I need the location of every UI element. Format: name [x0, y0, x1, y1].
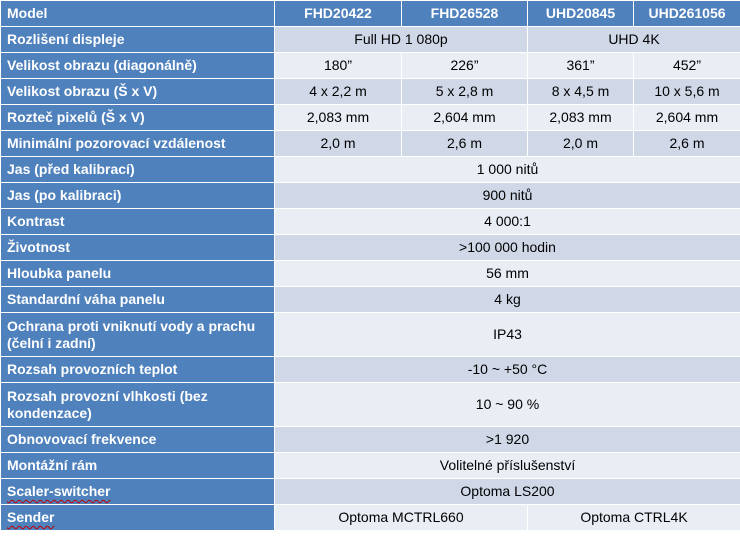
spec-label: Rozteč pixelů (Š x V): [1, 105, 275, 131]
spec-value: 361”: [528, 53, 634, 79]
spec-label: Rozsah provozních teplot: [1, 357, 275, 383]
spec-label: Jas (před kalibrací): [1, 157, 275, 183]
model-header: UHD261056: [634, 1, 740, 27]
spec-label: Kontrast: [1, 209, 275, 235]
spec-row-frame: [1, 453, 740, 479]
spec-value: 900 nitů: [275, 183, 740, 209]
spec-label: Ochrana proti vniknutí vody a prachu (čelní i zadní): [1, 313, 275, 357]
spec-label: Velikost obrazu (diagonálně): [1, 53, 275, 79]
spec-label: Rozlišení displeje: [1, 27, 275, 53]
header-row: [1, 1, 740, 27]
spec-value: 226”: [402, 53, 528, 79]
spec-label: Rozsah provozní vlhkosti (bez kondenzace): [1, 383, 275, 427]
spec-value: >100 000 hodin: [275, 235, 740, 261]
spec-label: [1, 505, 275, 531]
spec-row-humidity: [1, 383, 740, 427]
spec-row-refresh: [1, 427, 740, 453]
spec-row-lifetime: [1, 235, 740, 261]
spec-value: >1 920: [275, 427, 740, 453]
spec-value: 56 mm: [275, 261, 740, 287]
spec-value: 452”: [634, 53, 740, 79]
spec-value: 2,083 mm: [275, 105, 402, 131]
spec-value: 4 x 2,2 m: [275, 79, 402, 105]
spec-row-ingress: [1, 313, 740, 357]
spec-label: [1, 479, 275, 505]
spec-value: 2,6 m: [402, 131, 528, 157]
spec-value: 4 000:1: [275, 209, 740, 235]
spec-value: 2,0 m: [275, 131, 402, 157]
spec-row-weight: [1, 287, 740, 313]
spec-label: Životnost: [1, 235, 275, 261]
spec-label: Obnovovací frekvence: [1, 427, 275, 453]
spec-row-resolution: [1, 27, 740, 53]
spec-value: Full HD 1 080p: [275, 27, 528, 53]
spec-value: 8 x 4,5 m: [528, 79, 634, 105]
spec-row-distance: [1, 131, 740, 157]
spec-value: 2,604 mm: [402, 105, 528, 131]
spec-row-contrast: [1, 209, 740, 235]
spec-value: 1 000 nitů: [275, 157, 740, 183]
spec-value: 10 ~ 90 %: [275, 383, 740, 427]
spec-row-depth: [1, 261, 740, 287]
spec-value: 180”: [275, 53, 402, 79]
spec-row-scaler: [1, 479, 740, 505]
spec-value: 2,0 m: [528, 131, 634, 157]
spec-value: UHD 4K: [528, 27, 740, 53]
model-header: UHD20845: [528, 1, 634, 27]
spec-row-brightness-post: [1, 183, 740, 209]
spec-label: Jas (po kalibraci): [1, 183, 275, 209]
spec-row-pitch: [1, 105, 740, 131]
model-header-label: Model: [1, 1, 275, 27]
spec-value: Volitelné příslušenství: [275, 453, 740, 479]
spec-value: 10 x 5,6 m: [634, 79, 740, 105]
spec-label: Standardní váha panelu: [1, 287, 275, 313]
spec-value: IP43: [275, 313, 740, 357]
spec-row-diagonal: [1, 53, 740, 79]
spec-label: Velikost obrazu (Š x V): [1, 79, 275, 105]
spec-value: 2,083 mm: [528, 105, 634, 131]
spec-value: 5 x 2,8 m: [402, 79, 528, 105]
spec-row-brightness-pre: [1, 157, 740, 183]
spec-value: Optoma LS200: [275, 479, 740, 505]
spec-value: 2,604 mm: [634, 105, 740, 131]
spec-value: -10 ~ +50 °C: [275, 357, 740, 383]
model-header: FHD26528: [402, 1, 528, 27]
spec-row-temperature: [1, 357, 740, 383]
spec-label: Hloubka panelu: [1, 261, 275, 287]
spec-label-text: Sender: [7, 509, 55, 525]
spec-value: 4 kg: [275, 287, 740, 313]
spec-value: 2,6 m: [634, 131, 740, 157]
spec-label: Minimální pozorovací vzdálenost: [1, 131, 275, 157]
spec-value: Optoma MCTRL660: [275, 505, 528, 531]
spec-label: Montážní rám: [1, 453, 275, 479]
spec-row-sender: [1, 505, 740, 531]
spec-row-size: [1, 79, 740, 105]
spec-label-text: Scaler-switcher: [7, 483, 111, 499]
model-header: FHD20422: [275, 1, 402, 27]
spec-value: Optoma CTRL4K: [528, 505, 740, 531]
